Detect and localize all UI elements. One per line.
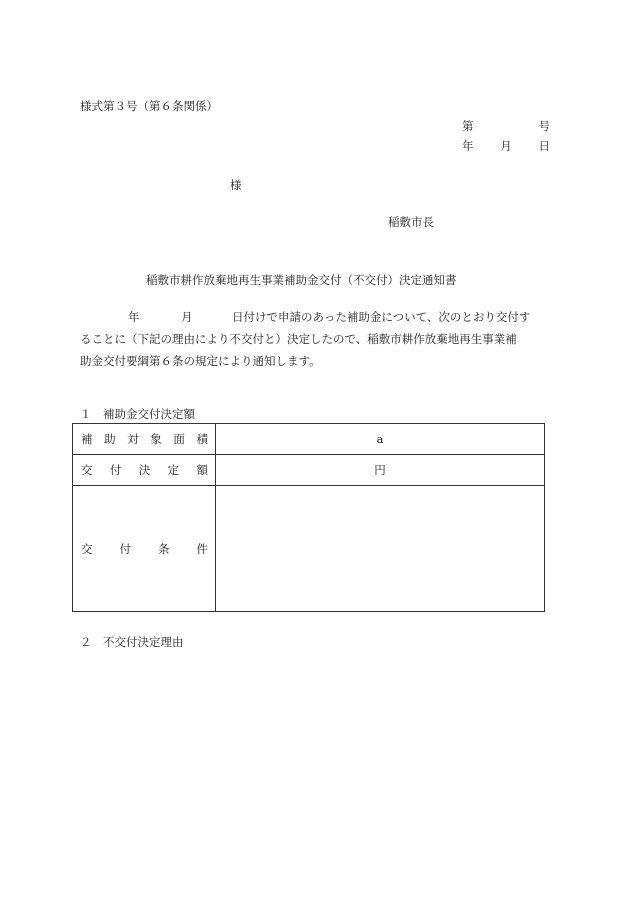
label-char: 交 bbox=[81, 541, 93, 556]
body-line-2: ることに（下記の理由により不交付と）決定したので、稲敷市耕作放棄地再生事業補 bbox=[80, 332, 517, 346]
date-day: 日 bbox=[538, 139, 550, 153]
notice-body bbox=[80, 306, 550, 372]
value-grant-amount: 円 bbox=[216, 455, 545, 486]
label-char: 条 bbox=[158, 541, 170, 556]
label-char: 定 bbox=[167, 463, 180, 477]
body-line-1-text: 日付けで申請のあった補助金について、次のとおり交付す bbox=[232, 310, 531, 324]
date-month: 月 bbox=[500, 139, 512, 153]
grant-decision-table bbox=[72, 423, 545, 612]
label-char: 対 bbox=[127, 432, 139, 446]
label-char: 付 bbox=[109, 463, 122, 477]
section-2-heading: ２ 不交付決定理由 bbox=[80, 635, 184, 649]
body-line-3: 助金交付要綱第６条の規定により通知します。 bbox=[80, 354, 321, 368]
section-1-heading: １ 補助金交付決定額 bbox=[80, 407, 195, 421]
label-char: 交 bbox=[81, 463, 93, 477]
label-char: 補 bbox=[81, 432, 93, 446]
label-char: 象 bbox=[150, 432, 162, 446]
label-char: 額 bbox=[196, 463, 208, 477]
label-grant-conditions bbox=[73, 486, 216, 612]
label-subsidized-area bbox=[73, 424, 216, 455]
recipient-honorific: 様 bbox=[230, 178, 242, 192]
form-number: 様式第３号（第６条関係） bbox=[80, 99, 218, 113]
label-char: 付 bbox=[119, 541, 131, 556]
label-char: 決 bbox=[138, 463, 151, 477]
issue-date bbox=[462, 138, 550, 154]
label-grant-amount bbox=[73, 455, 216, 486]
document-title: 稲敷市耕作放棄地再生事業補助金交付（不交付）決定通知書 bbox=[146, 273, 457, 287]
table-row bbox=[73, 455, 545, 486]
label-char: 助 bbox=[104, 432, 116, 446]
table-row bbox=[73, 424, 545, 455]
label-char: 件 bbox=[196, 541, 208, 556]
label-char: 積 bbox=[196, 432, 208, 446]
body-line-1 bbox=[80, 306, 550, 328]
doc-number-prefix: 第 bbox=[462, 119, 474, 133]
table-row bbox=[73, 486, 545, 612]
doc-number-suffix: 号 bbox=[538, 119, 550, 133]
value-subsidized-area: a bbox=[216, 424, 545, 455]
label-char: 面 bbox=[173, 432, 185, 446]
body-month-label: 月 bbox=[181, 310, 193, 324]
body-year-label: 年 bbox=[128, 310, 140, 324]
document-number bbox=[462, 118, 550, 134]
date-year: 年 bbox=[462, 139, 474, 153]
issuer-name: 稲敷市長 bbox=[388, 215, 434, 229]
value-grant-conditions bbox=[216, 486, 545, 612]
